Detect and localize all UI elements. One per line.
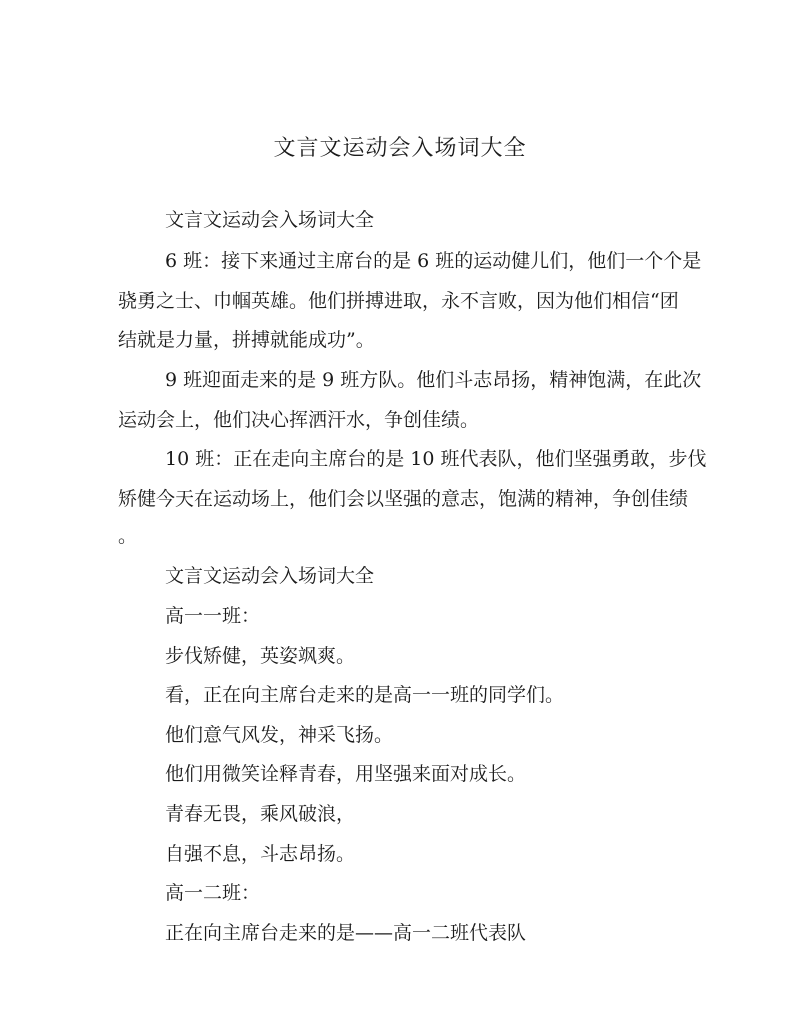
paragraph-line: 运动会上，他们决心挥洒汗水，争创佳绩。 [118, 409, 480, 431]
paragraph-line: 自强不息，斗志昂扬。 [165, 843, 356, 865]
paragraph-line: 结就是力量，拼搏就能成功”。 [118, 329, 375, 351]
paragraph-line: 他们用微笑诠释青春，用坚强来面对成长。 [165, 763, 527, 785]
document-title: 文言文运动会入场词大全 [273, 136, 527, 161]
paragraph-line: 他们意气风发，神采飞扬。 [165, 724, 394, 746]
section-heading: 文言文运动会入场词大全 [165, 565, 375, 587]
paragraph-line: 矫健今天在运动场上，他们会以坚强的意志，饱满的精神，争创佳绩 [118, 488, 689, 510]
paragraph-line: 青春无畏，乘风破浪， [165, 803, 356, 825]
paragraph-line: 6 班：接下来通过主席台的是 6 班的运动健儿们，他们一个个是 [165, 250, 702, 272]
paragraph-line: 高一一班： [165, 605, 261, 627]
paragraph-line: 高一二班： [165, 882, 261, 904]
paragraph-line: 骁勇之士、巾帼英雄。他们拼搏进取，永不言败，因为他们相信“团 [118, 290, 679, 312]
paragraph-line: 10 班：正在走向主席台的是 10 班代表队，他们坚强勇敢，步伐 [165, 448, 707, 470]
section-heading: 文言文运动会入场词大全 [165, 209, 375, 231]
paragraph-line: 看，正在向主席台走来的是高一一班的同学们。 [165, 684, 565, 706]
paragraph-line: 9 班迎面走来的是 9 班方队。他们斗志昂扬，精神饱满，在此次 [165, 369, 702, 391]
paragraph-line: 。 [118, 525, 138, 547]
paragraph-line: 正在向主席台走来的是——高一二班代表队 [165, 922, 527, 944]
paragraph-line: 步伐矫健，英姿飒爽。 [165, 645, 356, 667]
